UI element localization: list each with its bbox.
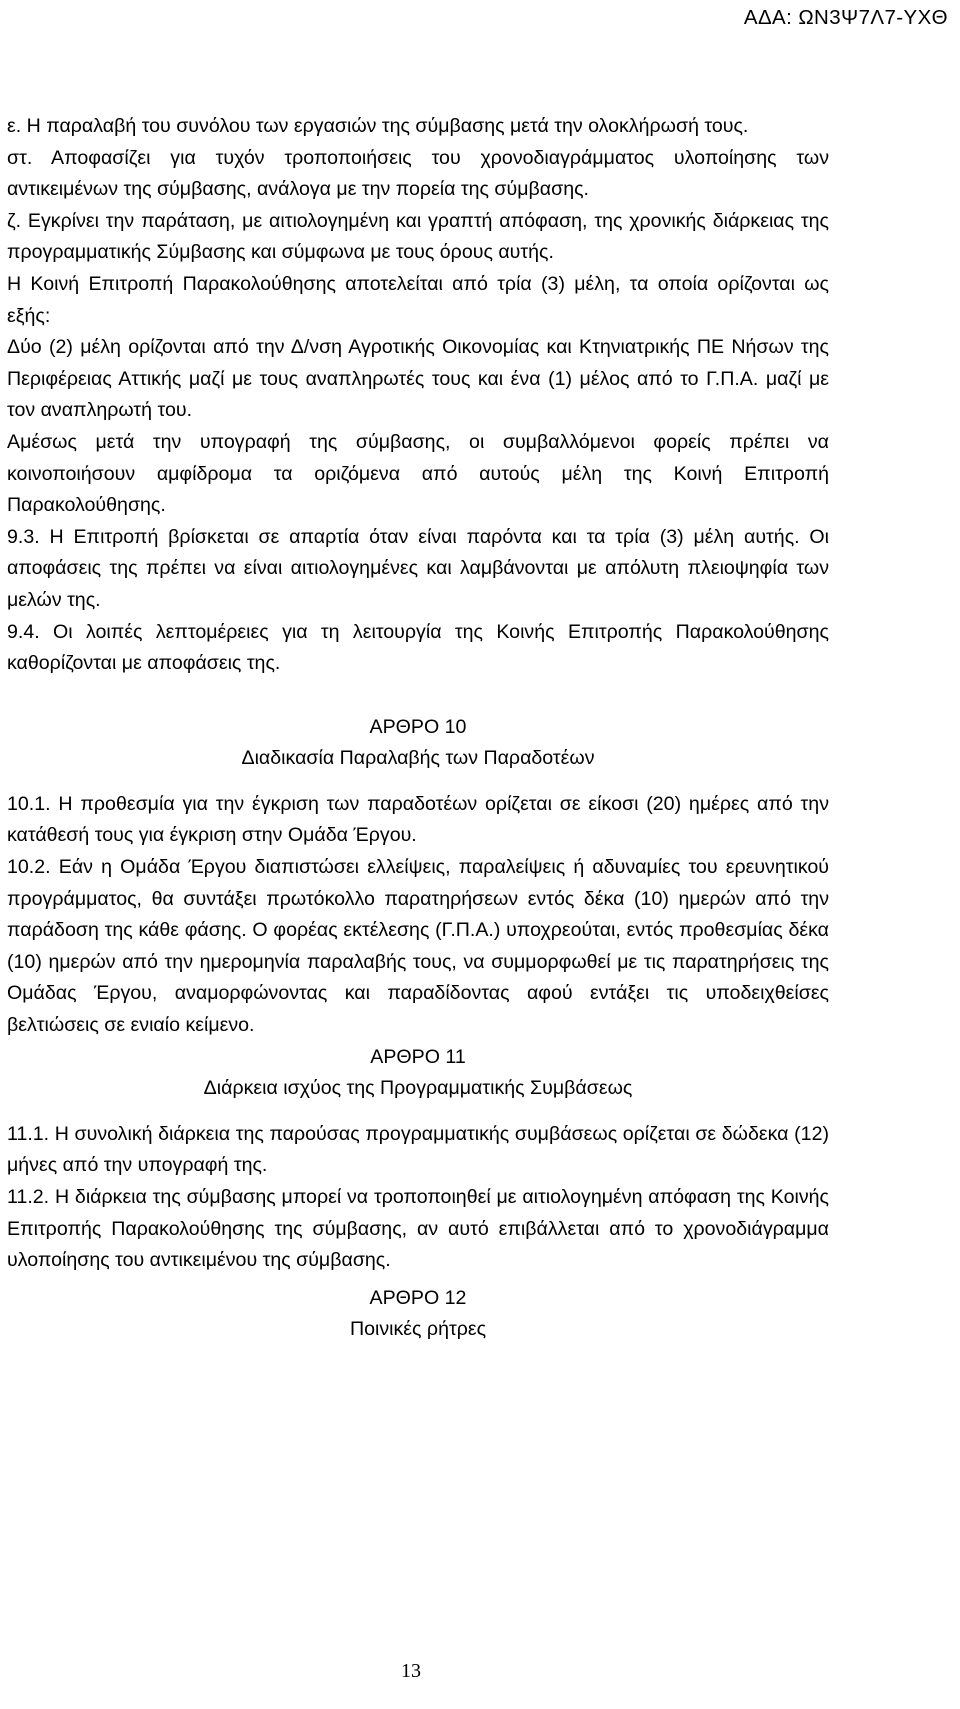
paragraph-epsilon: ε. Η παραλαβή του συνόλου των εργασιών της σύμβασης μετά την ολοκλήρωσή τους. <box>7 115 749 137</box>
paragraph-9-3: 9.3. Η Επιτροπή βρίσκεται σε απαρτία όταν είναι παρόντα και τα τρία (3) μέλη αυτής. Οι αποφάσεις της πρέπει να είναι αιτιολογημένες και λαμβάνονται με απόλυτη πλειοψηφία των μελών της. <box>7 525 829 611</box>
article-10-number: ΑΡΘΡΟ 10 <box>369 715 467 738</box>
article-10-title: Διαδικασία Παραλαβής των Παραδοτέων <box>241 747 595 770</box>
article-11-title: Διάρκεια ισχύος της Προγραμματικής Συμβάσεως <box>203 1077 633 1100</box>
page-number: 13 <box>401 1660 421 1682</box>
spacer <box>7 775 829 789</box>
spacer <box>7 1105 829 1119</box>
paragraph-10-2: 10.2. Εάν η Ομάδα Έργου διαπιστώσει ελλείψεις, παραλείψεις ή αδυναμίες του ερευνητικού προγράμματος, θα συντάξει πρωτόκολλο παρατηρήσεων εντός δέκα (10) ημερών από την παράδοση της κάθε φάσης. Ο φορέας εκτέλεσης (Γ.Π.Α.) υποχρεούται, εντός προθεσμίας δέκα (10) ημερών από την ημερομηνία παραλαβής τους, να συμμορφωθεί με τις παρατηρήσεις της Ομάδας Έργου, αναμορφώνοντας και παραδίδοντας αφού εντάξει τις υποδειχθείσες βελτιώσεις σε ενιαίο κείμενο. <box>7 856 829 1037</box>
paragraph-st: στ. Αποφασίζει για τυχόν τροποποιήσεις του χρονοδιαγράμματος υλοποίησης των αντικειμένων της σύμβασης, ανάλογα με την πορεία της σύμβασης. <box>7 146 829 201</box>
ada-code-header: ΑΔΑ: ΩΝ3Ψ7Λ7-ΥΧΘ <box>743 6 948 29</box>
paragraph-9-4: 9.4. Οι λοιπές λεπτομέρειες για τη λειτουργία της Κοινής Επιτροπής Παρακολούθησης καθορίζονται με αποφάσεις της. <box>7 620 829 675</box>
document-body <box>7 111 829 1346</box>
article-11-number: ΑΡΘΡΟ 11 <box>370 1045 466 1068</box>
paragraph-11-2: 11.2. Η διάρκεια της σύμβασης μπορεί να τροποποιηθεί με αιτιολογημένη απόφαση της Κοινής Επιτροπής Παρακολούθησης της σύμβασης, αν αυτό επιβάλλεται από το χρονοδιάγραμμα υλοποίησης του αντικειμένου της σύμβασης. <box>7 1186 829 1272</box>
article-12-number: ΑΡΘΡΟ 12 <box>369 1286 467 1309</box>
paragraph-10-1: 10.1. Η προθεσμία για την έγκριση των παραδοτέων ορίζεται σε είκοσι (20) ημέρες από την κατάθεσή τους για έγκριση στην Ομάδα Έργου. <box>7 792 829 847</box>
paragraph-11-1: 11.1. Η συνολική διάρκεια της παρούσας προγραμματικής συμβάσεως ορίζεται σε δώδεκα (12) μήνες από την υπογραφή της. <box>7 1122 829 1177</box>
article-12-title: Ποινικές ρήτρες <box>349 1318 487 1341</box>
paragraph-committee-composition: Η Κοινή Επιτροπή Παρακολούθησης αποτελείται από τρία (3) μέλη, τα οποία ορίζονται ως εξής: <box>7 272 829 327</box>
spacer <box>7 696 829 712</box>
paragraph-zeta: ζ. Εγκρίνει την παράταση, με αιτιολογημένη και γραπτή απόφαση, της χρονικής διάρκειας της προγραμματικής Σύμβασης και σύμφωνα με τους όρους αυτής. <box>7 209 829 264</box>
paragraph-committee-members: Δύο (2) μέλη ορίζονται από την Δ/νση Αγροτικής Οικονομίας και Κτηνιατρικής ΠΕ Νήσων της Περιφέρειας Αττικής μαζί με τους αναπληρωτές τους και ένα (1) μέλος από το Γ.Π.Α. μαζί με τον αναπληρωτή του. <box>7 336 829 422</box>
spacer <box>7 680 829 696</box>
paragraph-notification: Αμέσως μετά την υπογραφή της σύμβασης, οι συμβαλλόμενοι φορείς πρέπει να κοινοποιήσουν αμφίδρομα τα οριζόμενα από αυτούς μέλη της Κοινή Επιτροπή Παρακολούθησης. <box>7 430 829 517</box>
